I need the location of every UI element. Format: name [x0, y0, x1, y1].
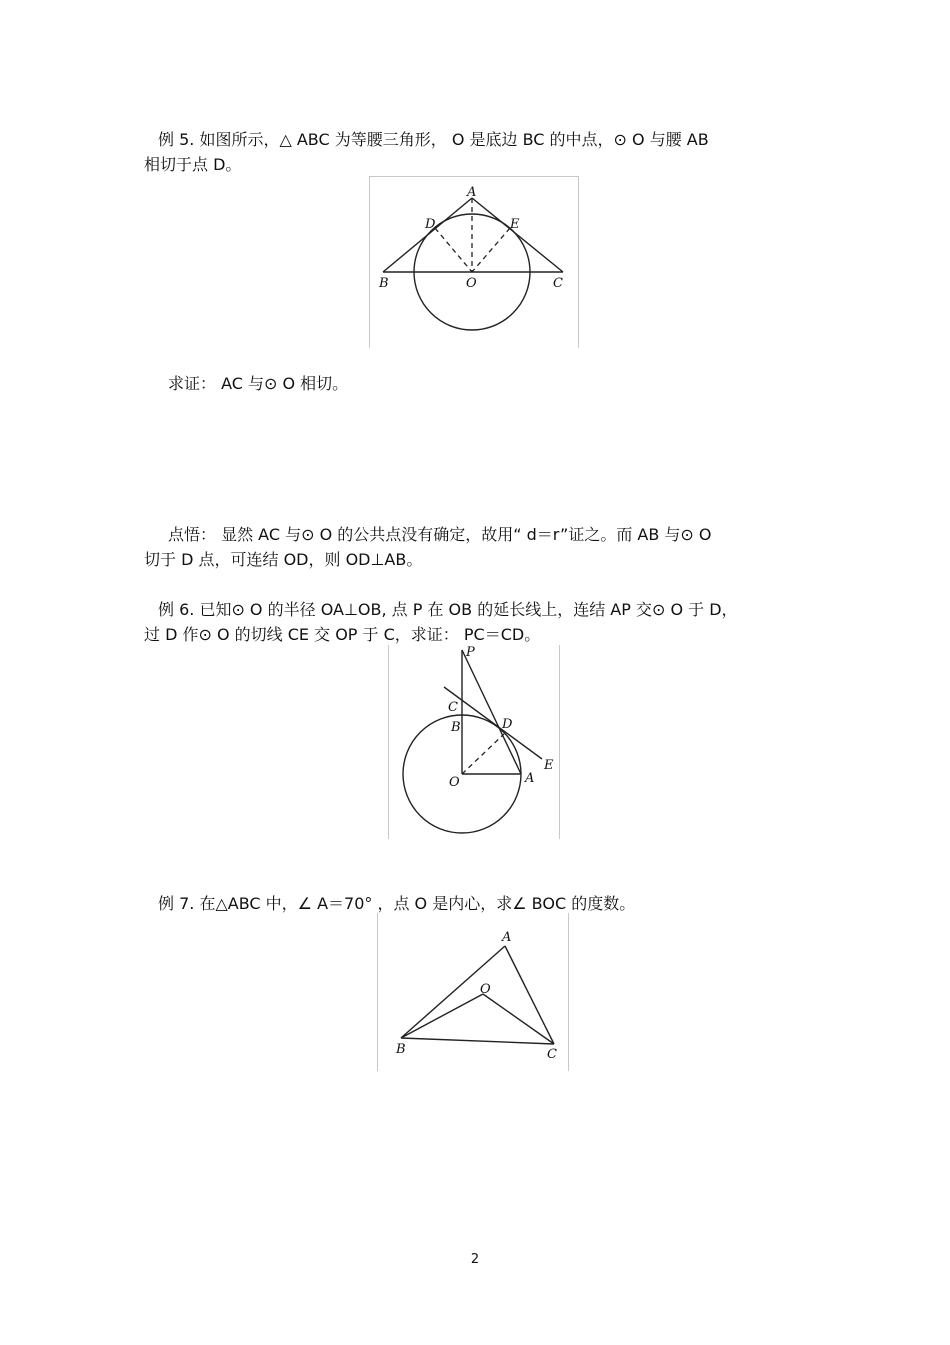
ex5-label-d: D	[425, 217, 436, 232]
ex6-label-c: C	[448, 700, 458, 715]
ex6-label-p: P	[466, 645, 475, 660]
ex5-statement-line1: 例 5. 如图所示，△ ABC 为等腰三角形， O 是底边 BC 的中点，⊙ O 与腰 AB	[158, 130, 709, 149]
page-number: 2	[470, 1252, 480, 1267]
ex6-label-a: A	[525, 771, 535, 786]
ex7-segment-bc	[401, 1038, 554, 1044]
ex5-segment-ac	[472, 198, 563, 272]
ex7-statement: 例 7. 在△ABC 中，∠ A＝70° ，点 O 是内心，求∠ BOC 的度数。	[158, 894, 636, 913]
ex7-label-b: B	[396, 1042, 406, 1057]
ex5-dashed-od	[435, 228, 472, 272]
ex5-label-o: O	[466, 276, 477, 291]
ex5-dashed-oe	[472, 228, 510, 272]
ex6-label-e: E	[544, 758, 554, 773]
ex7-figure	[377, 913, 569, 1071]
ex7-label-a: A	[502, 930, 512, 945]
ex6-label-b: B	[451, 720, 461, 735]
ex5-statement-line2: 相切于点 D。	[144, 155, 242, 174]
ex5-label-b: B	[379, 276, 389, 291]
ex5-insight-line2: 切于 D 点，可连结 OD，则 OD⊥AB。	[144, 550, 423, 569]
ex6-figure	[388, 645, 560, 839]
ex5-segment-ab	[383, 198, 472, 272]
ex6-segment-pa	[462, 650, 521, 774]
ex7-segment-co	[483, 994, 554, 1044]
ex5-prove: 求证： AC 与⊙ O 相切。	[168, 374, 349, 393]
ex6-statement-line1: 例 6. 已知⊙ O 的半径 OA⊥OB, 点 P 在 OB 的延长线上，连结 AP 交⊙ O 于 D，	[158, 600, 738, 619]
ex7-segment-bo	[401, 994, 483, 1038]
ex5-insight-line1: 点悟： 显然 AC 与⊙ O 的公共点没有确定，故用“ d＝r”证之。而 AB 与⊙ O	[168, 525, 712, 544]
ex6-statement-line2: 过 D 作⊙ O 的切线 CE 交 OP 于 C，求证： PC＝CD。	[144, 625, 541, 644]
ex7-label-c: C	[547, 1047, 557, 1062]
ex6-label-o: O	[449, 775, 460, 790]
ex6-label-d: D	[502, 717, 513, 732]
ex7-label-o: O	[480, 982, 491, 997]
ex5-label-e: E	[510, 217, 520, 232]
ex5-figure	[369, 176, 579, 348]
ex5-label-c: C	[553, 276, 563, 291]
ex5-label-a: A	[467, 185, 477, 200]
ex6-dashed-od	[462, 734, 504, 774]
ex7-segment-ac	[505, 946, 554, 1044]
